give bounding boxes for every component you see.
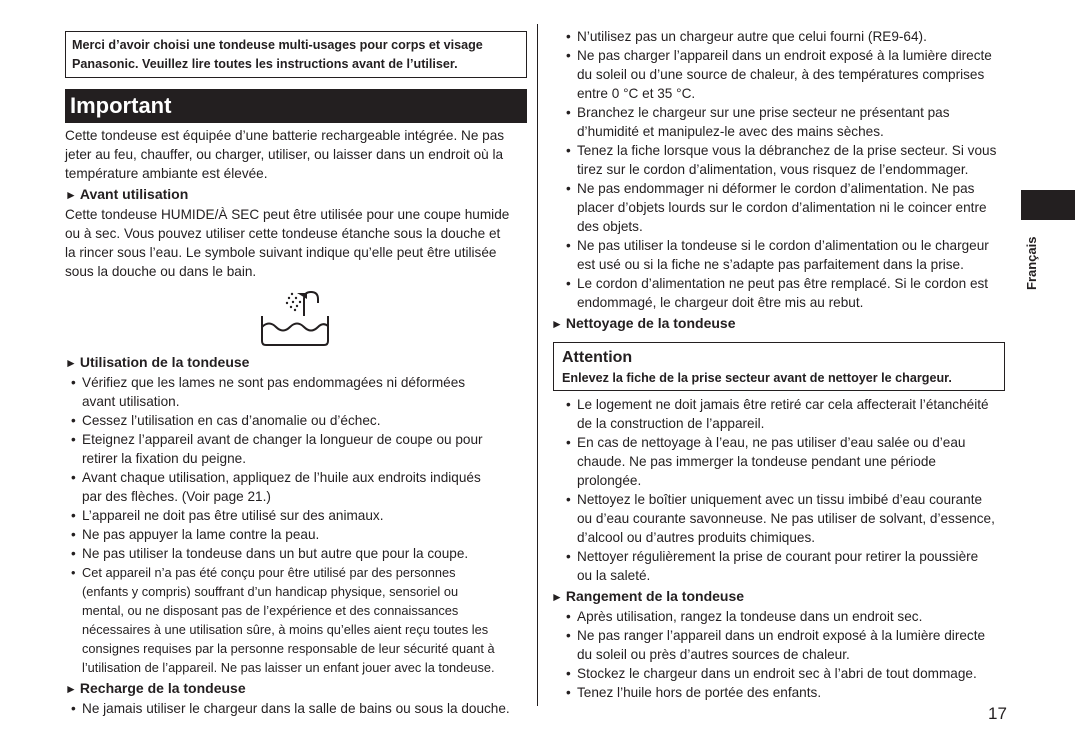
list-item: • Nettoyer régulièrement la prise de courant pour retirer la poussière ou la saleté. [577,547,1011,585]
attention-title: Attention [562,349,633,366]
list-item: • Ne pas charger l’appareil dans un endroit exposé à la lumière directe du soleil ou d’une source de chaleur, à des températures comprises entre 0 °C et 35 °C. [577,46,1011,103]
list-item: • Avant chaque utilisation, appliquez de l’huile aux endroits indiqués par des flèches. (Voir page 21.) [82,468,527,506]
language-label: Français [1024,236,1039,290]
rangement-list [551,607,1011,702]
page-number: 17 [988,704,1007,723]
important-text: Cette tondeuse est équipée d’une batterie rechargeable intégrée. Ne pas jeter au feu, chauffer, ou charger, utiliser, ou laisser dans un endroit où la température ambiante est élevée. [65,128,505,181]
list-item: • En cas de nettoyage à l’eau, ne pas utiliser d’eau salée ou d’eau chaude. Ne pas immerger la tondeuse pendant une période prolongée. [577,433,1011,490]
list-item: • Vérifiez que les lames ne sont pas endommagées ni déformées avant utilisation. [82,373,527,411]
triangle-right-icon: ► [65,682,77,696]
list-item: • Nettoyez le boîtier uniquement avec un tissu imbibé d’eau courante ou d’eau courante savonneuse. Ne pas utiliser de solvant, d’essence, d’alcool ou d’autres produits chimiques. [577,490,1011,547]
recharge-list-left [65,699,527,718]
heading-avant-utilisation: ► Avant utilisation [65,186,189,202]
intro-box [65,31,527,78]
triangle-right-icon: ► [551,590,563,604]
list-item: • L’appareil ne doit pas être utilisé sur des animaux. [82,506,527,525]
triangle-right-icon: ► [551,317,563,331]
list-item: • Tenez la fiche lorsque vous la débranchez de la prise secteur. Si vous tirez sur le cordon d’alimentation, vous risquez de l’endommager. [577,141,1011,179]
left-column [65,31,527,718]
list-item: • Ne pas ranger l’appareil dans un endroit exposé à la lumière directe du soleil ou près d’autres sources de chaleur. [577,626,1011,664]
list-item: • Ne pas utiliser la tondeuse dans un but autre que pour la coupe. [82,544,527,563]
list-item: • Branchez le chargeur sur une prise secteur ne présentant pas d’humidité et manipulez-le avec des mains sèches. [577,103,1011,141]
list-item: • Eteignez l’appareil avant de changer la longueur de coupe ou pour retirer la fixation du peigne. [82,430,527,468]
triangle-right-icon: ► [65,188,77,202]
list-item: • Ne pas endommager ni déformer le cordon d’alimentation. Ne pas placer d’objets lourds sur le cordon d’alimentation ni le coincer entre des objets. [577,179,1011,236]
list-item: • Cessez l’utilisation en cas d’anomalie ou d’échec. [82,411,527,430]
list-item: • Le logement ne doit jamais être retiré car cela affecterait l’étanchéité de la construction de l’appareil. [577,395,1011,433]
list-item: • Tenez l’huile hors de portée des enfants. [577,683,1011,702]
shower-bath-icon [260,289,332,349]
avant-text: Cette tondeuse HUMIDE/À SEC peut être utilisée pour une coupe humide ou à sec. Vous pouvez utiliser cette tondeuse étanche sous la douche et la rincer sous l’eau. Le symbole suivant indique qu’elle peut être utilisée sous la douche ou dans le bain. [65,207,510,279]
utilisation-safety-list [65,563,527,677]
heading-nettoyage: ► Nettoyage de la tondeuse [551,315,736,331]
heading-rangement: ► Rangement de la tondeuse [551,588,745,604]
recharge-list-right [551,27,1011,312]
intro-line: Panasonic. Veuillez lire toutes les instructions avant de l’utiliser. [72,57,458,71]
list-item: • Ne jamais utiliser le chargeur dans la salle de bains ou sous la douche. [82,699,527,718]
column-divider [537,24,538,706]
list-item: • Ne pas utiliser la tondeuse si le cordon d’alimentation ou le chargeur est usé ou si la fiche ne s’adapte pas parfaitement dans la prise. [577,236,1011,274]
intro-line: Merci d’avoir choisi une tondeuse multi-usages pour corps et visage [72,38,483,52]
attention-box [553,342,1005,391]
list-item: • Stockez le chargeur dans un endroit sec à l’abri de tout dommage. [577,664,1011,683]
list-item: • Après utilisation, rangez la tondeuse dans un endroit sec. [577,607,1011,626]
nettoyage-list [551,395,1011,585]
list-item: • Ne pas appuyer la lame contre la peau. [82,525,527,544]
list-item: • Le cordon d’alimentation ne peut pas être remplacé. Si le cordon est endommagé, le chargeur doit être mis au rebut. [577,274,1011,312]
heading-utilisation: ► Utilisation de la tondeuse [65,354,250,370]
list-item: • Cet appareil n’a pas été conçu pour être utilisé par des personnes (enfants y compris) souffrant d’un handicap physique, sensoriel ou mental, ou ne disposant pas de l’expérience et des connaissances nécessaires à une utilisation sûre, à moins qu’elles aient reçu toutes les consignes requises par la personne responsable de leur sécurité quant à l’utilisation de l’appareil. Ne pas laisser un enfant jouer avec la tondeuse. [82,563,527,677]
heading-recharge: ► Recharge de la tondeuse [65,680,246,696]
list-item: • N’utilisez pas un chargeur autre que celui fourni (RE9-64). [577,27,1011,46]
right-column [551,27,1011,702]
language-tab-marker [1021,190,1075,220]
important-banner: Important [65,89,527,123]
attention-text: Enlevez la fiche de la prise secteur avant de nettoyer le chargeur. [562,371,952,385]
utilisation-list [65,373,527,563]
triangle-right-icon: ► [65,356,77,370]
icon-container [65,289,527,351]
